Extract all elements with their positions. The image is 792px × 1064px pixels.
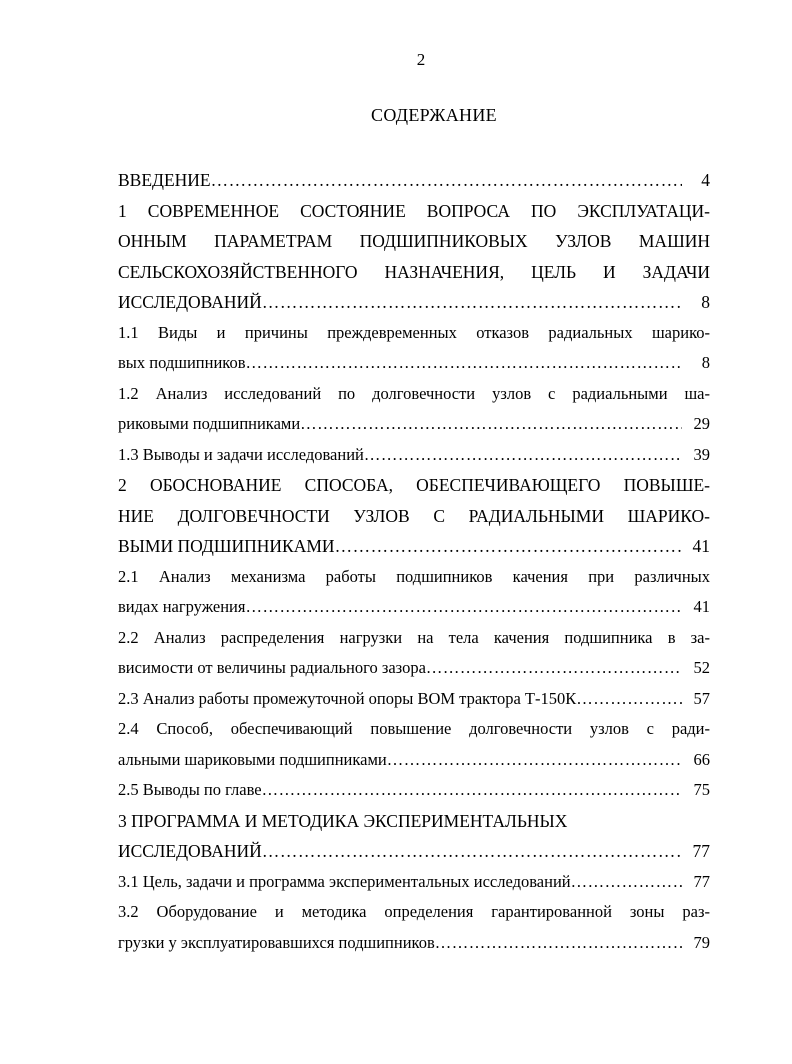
leader-dots bbox=[262, 836, 682, 867]
toc-entry-text: 3 ПРОГРАММА И МЕТОДИКА ЭКСПЕРИМЕНТАЛЬНЫХ bbox=[118, 810, 568, 831]
toc-page-number: 39 bbox=[693, 444, 710, 464]
page-title: СОДЕРЖАНИЕ bbox=[371, 105, 497, 125]
leader-dots bbox=[435, 928, 682, 959]
toc-page-number: 75 bbox=[693, 780, 710, 799]
toc-entry-text: 3.1 Цель, задачи и программа экспериментальных исследований bbox=[118, 871, 571, 891]
toc-page-number: 77 bbox=[692, 841, 710, 861]
toc-entry-2-1 bbox=[118, 562, 710, 623]
leader-dots bbox=[571, 867, 682, 898]
toc-entry-text: 2.1 Анализ механизма работы подшипников качения при различных bbox=[118, 566, 710, 586]
leader-dots bbox=[576, 684, 682, 715]
toc-entry-text: видах нагружения bbox=[118, 597, 246, 616]
toc-entry-text: 1.1 Виды и причины преждевременных отказов радиальных шарико- bbox=[118, 322, 710, 342]
toc-entry-2-5 bbox=[118, 775, 710, 806]
toc-entry-text: 1.2 Анализ исследований по долговечности узлов с радиальными ша- bbox=[118, 383, 710, 403]
toc-entry-chapter-1 bbox=[118, 196, 710, 318]
toc-page-number: 57 bbox=[693, 688, 710, 708]
toc-entry-text: 2.4 Способ, обеспечивающий повышение долговечности узлов с ради- bbox=[118, 719, 710, 738]
toc-entry-text: 2 ОБОСНОВАНИЕ СПОСОБА, ОБЕСПЕЧИВАЮЩЕГО ПОВЫШЕ- bbox=[118, 475, 710, 495]
toc-entry-text: альными шариковыми подшипниками bbox=[118, 749, 387, 769]
toc-page-number: 52 bbox=[693, 658, 710, 677]
toc-entry-text: ВЫМИ ПОДШИПНИКАМИ bbox=[118, 536, 335, 556]
toc-entry-3-1 bbox=[118, 867, 710, 898]
toc-entry-text: 3.2 Оборудование и методика определения гарантированной зоны раз- bbox=[118, 902, 710, 921]
leader-dots bbox=[211, 165, 682, 196]
toc-entry-text: ВВЕДЕНИЕ bbox=[118, 170, 211, 190]
toc-entry-text: СЕЛЬСКОХОЗЯЙСТВЕННОГО НАЗНАЧЕНИЯ, ЦЕЛЬ И ЗАДАЧИ bbox=[118, 261, 710, 282]
toc-entry-text: риковыми подшипниками bbox=[118, 414, 301, 433]
toc-entry-text: 1 СОВРЕМЕННОЕ СОСТОЯНИЕ ВОПРОСА ПО ЭКСПЛУАТАЦИ- bbox=[118, 200, 710, 221]
leader-dots bbox=[426, 653, 682, 684]
toc-page-number: 66 bbox=[693, 749, 710, 769]
table-of-contents bbox=[118, 165, 710, 958]
toc-entry-chapter-3 bbox=[118, 806, 710, 867]
toc-entry-2-4 bbox=[118, 714, 710, 775]
toc-entry-1-2 bbox=[118, 379, 710, 440]
toc-entry-text: 2.5 Выводы по главе bbox=[118, 780, 262, 799]
leader-dots bbox=[245, 592, 682, 623]
toc-page-number: 4 bbox=[701, 170, 710, 190]
toc-page-number: 41 bbox=[692, 536, 710, 556]
leader-dots bbox=[335, 531, 682, 562]
toc-entry-2-3 bbox=[118, 684, 710, 715]
toc-entry-text: висимости от величины радиального зазора bbox=[118, 658, 426, 677]
toc-entry-text: ИССЛЕДОВАНИЙ bbox=[118, 292, 262, 312]
toc-entry-chapter-2 bbox=[118, 470, 710, 562]
leader-dots bbox=[300, 409, 682, 440]
toc-entry-1-3 bbox=[118, 440, 710, 471]
toc-entry-2-2 bbox=[118, 623, 710, 684]
leader-dots bbox=[262, 775, 682, 806]
leader-dots bbox=[246, 348, 683, 379]
toc-entry-text: ОННЫМ ПАРАМЕТРАМ ПОДШИПНИКОВЫХ УЗЛОВ МАШИН bbox=[118, 231, 710, 251]
toc-entry-introduction bbox=[118, 165, 710, 196]
toc-page-number: 8 bbox=[701, 292, 710, 312]
toc-page-number: 77 bbox=[693, 871, 710, 891]
toc-entry-text: 2.3 Анализ работы промежуточной опоры ВОМ трактора Т-150К bbox=[118, 688, 577, 708]
page-number: 2 bbox=[416, 50, 426, 69]
toc-entry-text: ИССЛЕДОВАНИЙ bbox=[118, 841, 262, 861]
toc-entry-text: НИЕ ДОЛГОВЕЧНОСТИ УЗЛОВ С РАДИАЛЬНЫМИ ШАРИКО- bbox=[118, 505, 710, 526]
toc-page-number: 41 bbox=[693, 597, 710, 616]
leader-dots bbox=[262, 287, 682, 318]
toc-entry-text: вых подшипников bbox=[118, 353, 246, 372]
toc-page-number: 29 bbox=[693, 414, 710, 433]
leader-dots bbox=[364, 440, 682, 471]
toc-entry-1-1 bbox=[118, 318, 710, 379]
toc-entry-3-2 bbox=[118, 897, 710, 958]
leader-dots bbox=[387, 745, 682, 776]
toc-entry-text: грузки у эксплуатировавшихся подшипников bbox=[118, 932, 435, 952]
toc-entry-text: 1.3 Выводы и задачи исследований bbox=[118, 444, 364, 464]
toc-page-number: 8 bbox=[701, 353, 710, 372]
toc-page-number: 79 bbox=[693, 932, 710, 952]
toc-entry-text: 2.2 Анализ распределения нагрузки на тела качения подшипника в за- bbox=[118, 627, 710, 647]
